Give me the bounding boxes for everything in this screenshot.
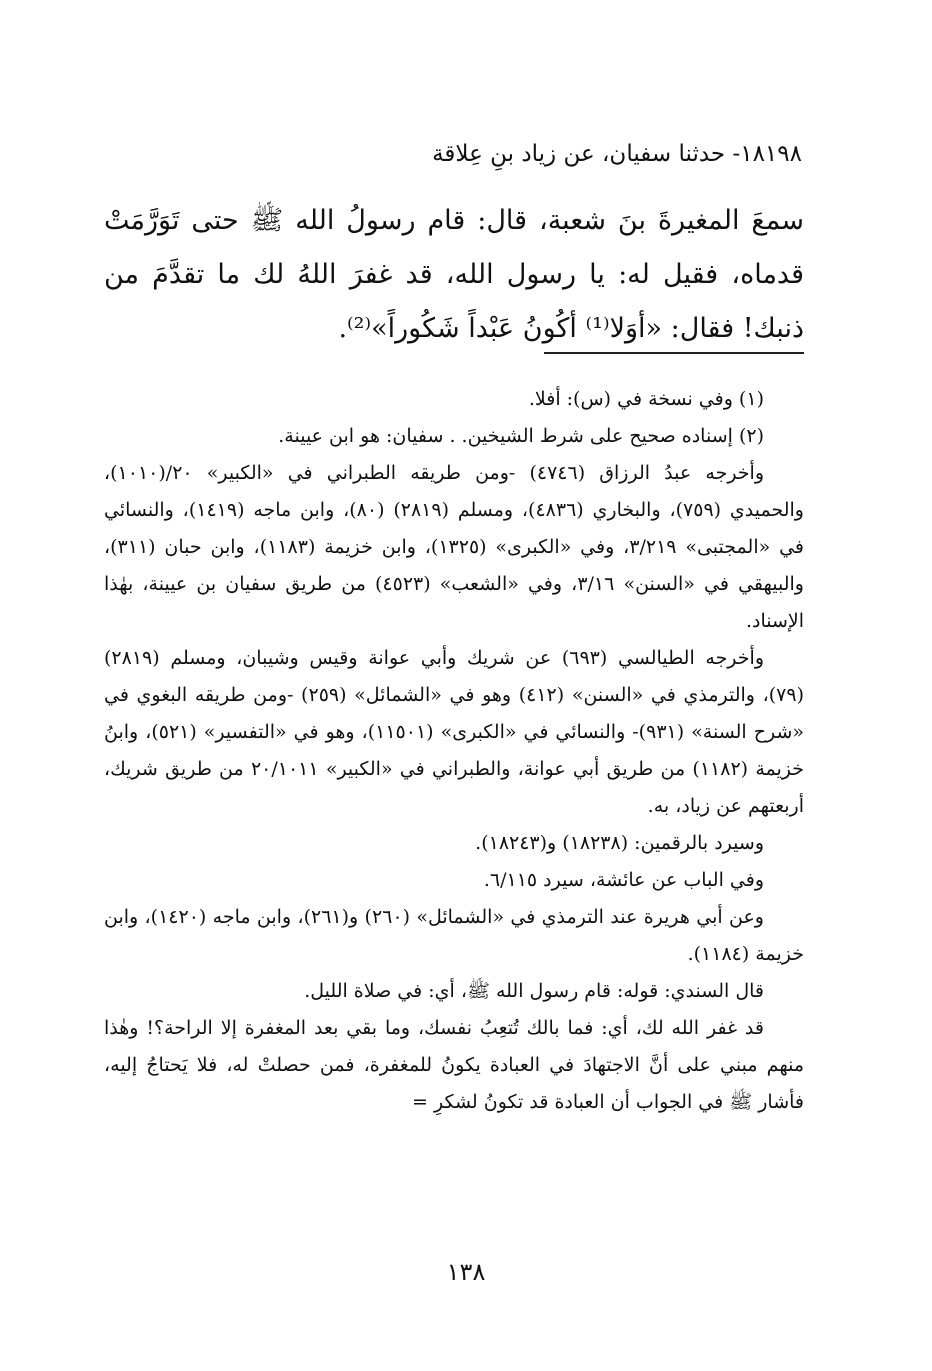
footnote-2: (٢) إسناده صحيح على شرط الشيخين. . سفيان: هو ابن عيينة. xyxy=(278,425,764,447)
footnote-paragraph: قال السندي: قوله: قام رسول الله ﷺ، أي: في صلاة الليل. xyxy=(304,980,764,1002)
footnote-paragraph: وأخرجه عبدُ الرزاق (٤٧٤٦) -ومن طريقه الطبراني في «الكبير» ٢٠/(١٠١٠)، والحميدي (٧٥٩)، والبخاري (٤٨٣٦)، ومسلم (٢٨١٩) (٨٠)، وابن ماجه (١٤١٩)، والنسائي في «المجتبى» ٣/٢١٩، وفي «الكبرى» (١٣٢٥)، وابن خزيمة (١١٨٣)، وابن حبان (٣١١)، والبيهقي في «السنن» ٣/١٦، وفي «الشعب» (٤٥٢٣) من طريق سفيان بن عيينة، بهٰذا الإسناد. xyxy=(104,462,804,632)
footnote-paragraph: وأخرجه الطيالسي (٦٩٣) عن شريك وأبي عوانة وقيس وشيبان، ومسلم (٢٨١٩) (٧٩)، والترمذي في «السنن» (٤١٢) وهو في «الشمائل» (٢٥٩) -ومن طريقه البغوي في «شرح السنة» (٩٣١)- والنسائي في «الكبرى» (١١٥٠١)، وهو في «التفسير» (٥٢١)، وابنُ خزيمة (١١٨٢) من طريق أبي عوانة، والطبراني في «الكبير» ٢٠/١٠١١ من طريق شريك، أربعتهم عن زياد، به. xyxy=(104,647,805,817)
hadith-text: سمعَ المغيرةَ بنَ شعبة، قال: قام رسولُ الله ﷺ حتى تَوَرَّمَتْ قدماه، فقيل له: يا رسول الله، قد غفرَ اللهُ لك ما تقدَّمَ من ذنبك! فقال: «أوَلا⁽¹⁾ أكُونُ عَبْداً شَكُوراً»⁽²⁾. xyxy=(104,205,804,344)
footnote-paragraph: وفي الباب عن عائشة، سيرد ٦/١١٥. xyxy=(483,869,764,891)
footnote-paragraph: وسيرد بالرقمين: (١٨٢٣٨) و(١٨٢٤٣). xyxy=(475,832,764,854)
footnotes xyxy=(104,381,804,1121)
page-number: ١٣٨ xyxy=(446,1258,486,1286)
footnote-paragraph: قد غفر الله لك، أي: فما بالك تُتعِبُ نفسك، وما بقي بعد المغفرة إلا الراحة؟! وهٰذا منهم مبني على أنَّ الاجتهادَ في العبادة يكونُ للمغفرة، فمن حصلتْ له، فلا يَحتاجُ إليه، فأشار ﷺ في الجواب أن العبادة قد تكونُ لشكرِ = xyxy=(104,1017,804,1113)
footnote-separator xyxy=(544,352,804,354)
footnote-paragraph: وعن أبي هريرة عند الترمذي في «الشمائل» (٢٦٠) و(٢٦١)، وابن ماجه (١٤٢٠)، وابن خزيمة (١١٨٤). xyxy=(104,906,804,965)
footnote-1: (١) وفي نسخة في (س): أفلا. xyxy=(528,388,764,410)
hadith-header: ١٨١٩٨- حدثنا سفيان، عن زياد بنِ عِلاقة xyxy=(432,141,802,167)
